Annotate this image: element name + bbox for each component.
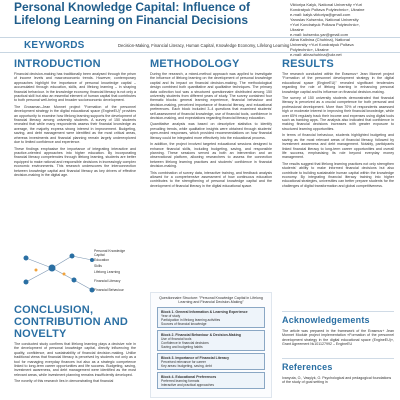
diagram-block [157, 353, 265, 370]
references-heading: References [282, 362, 333, 372]
author-email: e-mail: alinachuhina@ukr.net [290, 52, 342, 57]
paragraph: Financial decision-making has traditionally been analysed through the prism of income levels and macroeconomic trends. However, contemporary approaches highlight the importance of personal knowledge capital – accumulated through education, skills, and lifelong learning – in shaping financial behaviour. In the knowledge economy, financial literacy is not only a practical skill but also an essential element of human capital that contributes to both personal well-being and broader socioeconomic development. [14, 72, 136, 103]
author-email: e-mail: kutsenko.yar@gmail.com [290, 32, 349, 37]
paragraph: The research conducted within the Erasmus+ Jean Monnet project "Formation of the personnel development strategy in the digital educational space (EngineEU)" revealed significant tendencies regarding the role of lifelong learning in enhancing personal knowledge capital and its influence on financial decision-making. [282, 72, 394, 94]
figure-label: Skills [94, 264, 102, 268]
figure-label: Lifelong Learning [94, 270, 121, 274]
paragraph: The survey of 150 university students demonstrated that financial literacy is perceived as a crucial competence for both personal and professional development. More than 70% of respondents assessed high or moderate interest in improving their financial knowledge, while over 65% regularly track their income and expenses using digital tools such as banking apps. The analysis also indicated that confidence in making financial decisions increases with greater exposure to structured learning opportunities. [282, 96, 394, 131]
block-line: Preferred learning formats [161, 378, 200, 383]
paragraph: During the research, a mixed-method approach was applied to investigate the influence of lifelong learning on the development of personal knowledge capital and its impact on financial decision-making. The methodological design combined both quantitative and qualitative techniques. The primary data collection tool was a structured questionnaire distributed among 150 university students from different years of study. The survey contained four thematic blocks: general learning experience, financial behaviour and decision-making, perceived importance of financial literacy, and educational preferences. Each block included 3–4 questions that examined students' self-assessment of financial knowledge, use of financial tools, confidence in decision-making, and expectations regarding financial literacy education. [150, 72, 272, 121]
author-line: Kondratyuk Poltava Polytechnic», Ukraine [290, 7, 365, 12]
conclusion-heading: CONCLUSION, CONTRIBUTION AND NOVELTY [14, 304, 129, 340]
references-text: Ivanyuta, O., Vasylyk, O. Psychological and pedagogical foundations of the study of goal setting in [282, 376, 392, 385]
figure-label: Education [94, 258, 110, 262]
diagram-block [157, 330, 265, 351]
figure-label: Personal Knowledge Capital [94, 249, 126, 257]
questionnaire-diagram [150, 292, 272, 398]
paragraph: In addition, the project involved targeted educational sessions designed to enhance financial skills, including budgeting, saving, and responsible planning. These sessions served as both an intervention and an observational platform, allowing researchers to assess the connection between lifelong learning practices and students' confidence in financial decision-making. [150, 142, 272, 169]
block-line: Participation in lifelong learning activities [161, 317, 221, 322]
diagram-title: Questionnaire Structure: "Personal Knowledge Capital in Lifelong Learning and Financial Decision-Making" [159, 296, 263, 305]
methodology-text [150, 72, 272, 190]
results-heading: RESULTS [282, 58, 334, 70]
author-line: «Yuri Kondratyuk Poltava Polytechnic», [290, 22, 360, 27]
poster-title: Personal Knowledge Capital: Influence of Lifelong Learning on Financial Decisions [14, 0, 251, 27]
introduction-text [14, 72, 136, 179]
author-line: Alina Kalinina (Chuhina), National [290, 37, 350, 42]
block-line: Sources of financial knowledge [161, 321, 207, 326]
block-line: Key areas: budgeting, saving, debt [161, 363, 212, 368]
keywords-text: Decision-Making, Financial Literacy, Human Capital, Knowledge Economy, Lifelong Learning [118, 43, 290, 48]
author-line: University «Yuri Kondratyuk Poltava [290, 42, 354, 47]
block-line: Confidence in financial decisions [161, 340, 209, 345]
figure-label: Financial Literacy [94, 279, 121, 283]
paragraph: The results suggest that lifelong learning practices not only strengthen students' ability to make informed financial decisions but also contribute to building sustainable human capital within the knowledge economy. By integrating financial literacy training into higher educational strategies, universities can better prepare students for the challenges of digital transformation and global competitiveness. [282, 161, 394, 188]
paragraph: The novelty of this research lies in demonstrating that financial [14, 379, 114, 384]
methodology-heading: METHODOLOGY [150, 58, 240, 70]
diagram-block [157, 307, 265, 328]
paragraph: In terms of financial behaviour, students highlighted budgeting and saving as the most relevant areas of financial literacy, followed by investment awareness and debt management. Notably, participants linked financial literacy to long-term career opportunities and overall life success, emphasising its role beyond everyday money management. [282, 133, 394, 160]
author-line: Viktoriya Kalyk, National University «Yuri [290, 2, 362, 7]
figure-label: Financial Behaviour [94, 288, 124, 292]
block-line: Year of study [161, 313, 181, 318]
block-title: Block 2. Financial Behaviour & Decision-Making [161, 332, 241, 337]
conclusion-text [14, 342, 136, 386]
acknowledgements-heading: Acknowledgements [282, 315, 370, 325]
paragraph: This combination of survey data, interactive training, and feedback analysis allowed for a comprehensive assessment of how continuous education contributes to the strengthening of personal knowledge capital and the development of financial literacy in the digital educational space. [150, 170, 272, 188]
block-line: Interactive and practical approaches [161, 382, 214, 387]
results-text [282, 72, 394, 190]
block-line: Saving and budgeting habits [161, 344, 203, 349]
block-title: Block 3. Importance of Financial Literacy [161, 355, 230, 360]
block-title: Block 4. Educational Preferences [161, 374, 217, 379]
block-line: Use of financial tools [161, 336, 192, 341]
paragraph: Quantitative analysis was based on descriptive statistics to identify prevailing trends, while qualitative insights were obtained through students' open-ended responses, which provided recommendations on how financial literacy could be integrated more effectively into the educational process. [150, 122, 272, 140]
diagram-block [157, 372, 265, 389]
divider [282, 311, 394, 312]
knowledge-capital-figure [14, 246, 134, 298]
author-line: Ukraine [290, 27, 304, 32]
block-title: Block 1. General Information & Learning Experience [161, 309, 248, 314]
author-line: Yaroslav Kutsenko, National University [290, 17, 359, 22]
paragraph: These findings emphasise the importance of integrating interactive and practice-oriented approaches into higher education. By incorporating financial literacy competencies through lifelong learning, students are better equipped to make rational and responsible decisions in increasingly complex economic environments. This research underscores the interconnection between knowledge capital and financial literacy as key drivers of effective decision-making in the digital age. [14, 146, 136, 177]
author-email: e-mail: kalyk.viktoriya@gmail.com [290, 12, 351, 17]
acknowledgements-text: The article was prepared in the framework of the Erasmus+ Jean Monnet Module project implementation «Formation of the personnel development strategy in the digital educational space (EngineEU)», Grant Agreement №101127992 – EngineEU [282, 329, 394, 347]
divider [282, 358, 394, 359]
introduction-heading: INTRODUCTION [14, 58, 101, 70]
paragraph: The conducted study confirms that lifelong learning plays a decisive role in the development of personal knowledge capital, directly influencing the quality, confidence, and sustainability of financial decision-making. Unlike traditional views that financial literacy is perceived by students not only as a tool for managing everyday finances but also as a strategic competence linked to long-term career opportunities and life success. Budgeting, saving, investment awareness, and debt management were identified as the most relevant areas, while investment planning remains insufficiently developed. [14, 342, 136, 377]
block-line: Perceived relevance for career [161, 359, 206, 364]
author-line: Polytechnic», Ukraine [290, 47, 329, 52]
paragraph: The Grossman–Jean Monnet project "Formation of the personnel development strategy in the digital educational space (EngineEU)" provides an opportunity to examine how lifelong learning supports the development of financial literacy among university students. A survey of 150 students revealed that while many respondents assess their financial knowledge as average, the majority express strong interest in improvement. Budgeting, saving, and debt management were identified as the most critical areas, whereas investments and financial planning remain largely underexplored due to limited confidence and experience. [14, 104, 136, 145]
keywords-heading: KEYWORDS [24, 40, 85, 51]
